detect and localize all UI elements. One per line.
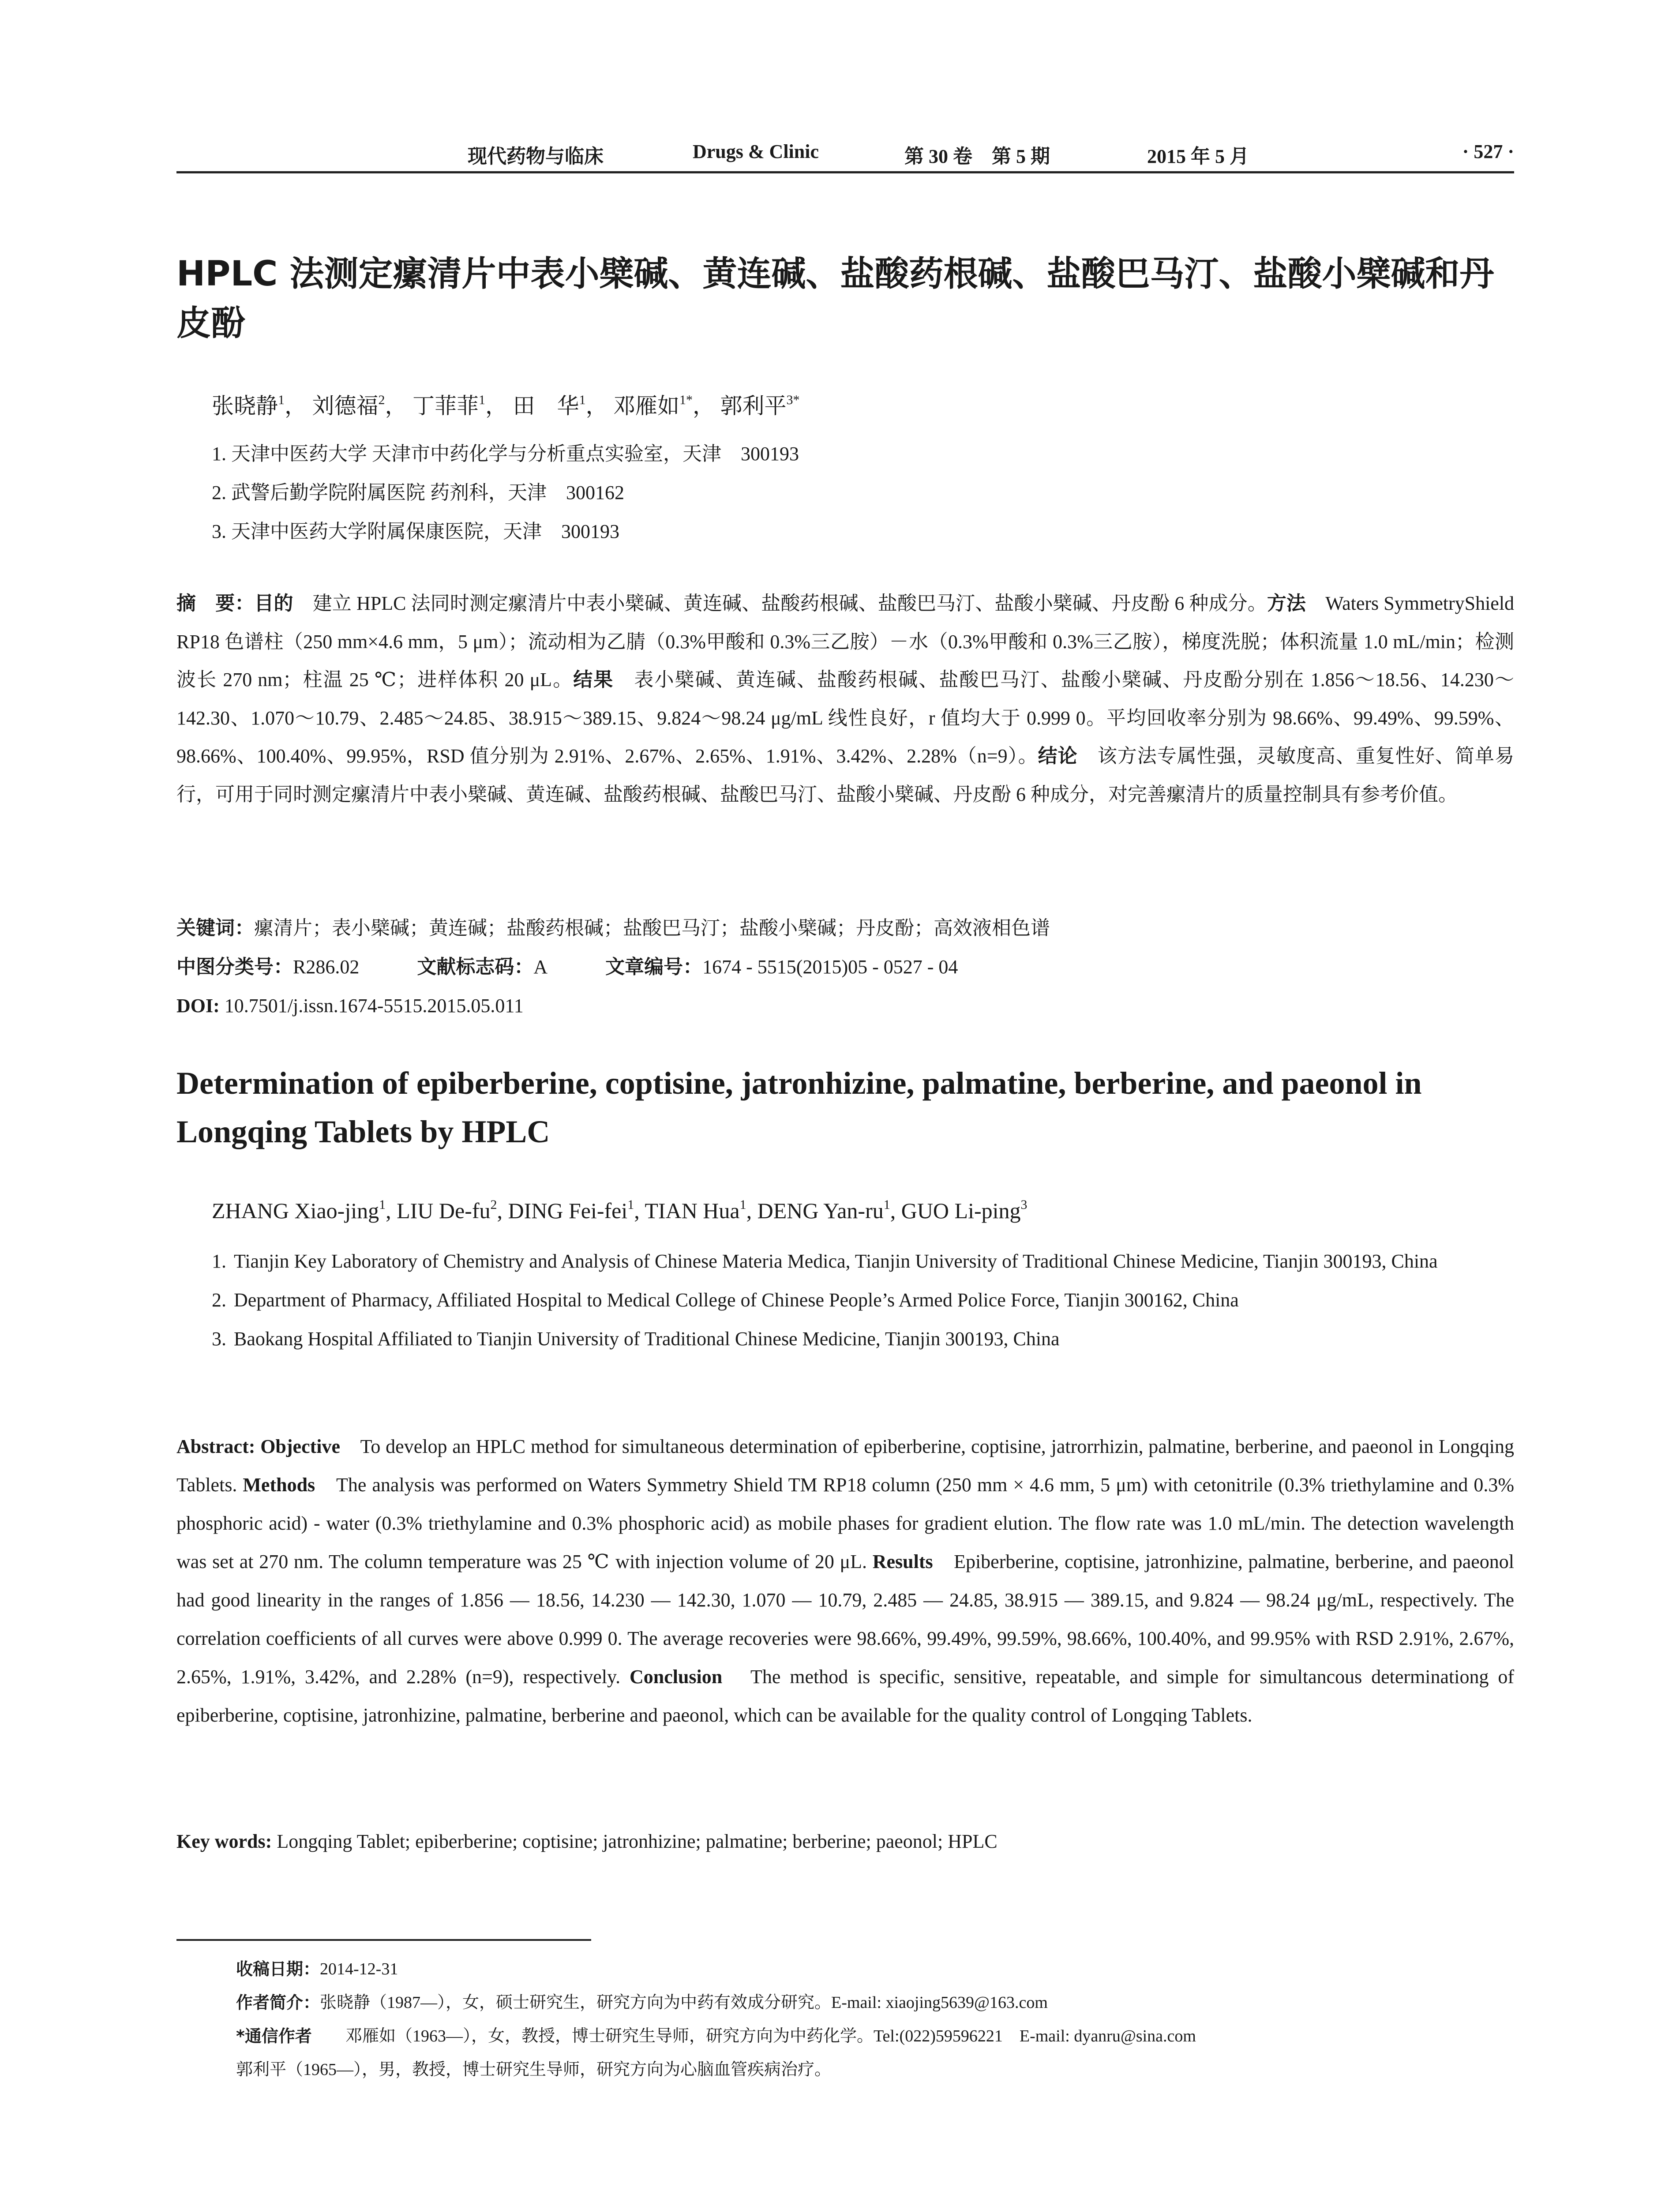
corresponding-label: *通信作者 [236, 2026, 312, 2046]
author-affil-mark: 1 [579, 393, 586, 407]
methods-label: 方法 [1267, 592, 1306, 615]
results-text: 表小檗碱、黄连碱、盐酸药根碱、盐酸巴马汀、盐酸小檗碱、丹皮酚分别在 1.856～18.56、14.230～142.30、1.070～10.79、2.485～24.85、38.915～389.15、9.824～98.24 μg/mL 线性良好，r 值均大于 0.999 0。平均回收率分别为 98.66%、99.49%、99.59%、98.66%、100.40%、99.95%，RSD 值分别为 2.91%、2.67%、2.65%、1.91%、3.42%、2.28%（n=9）。 [176, 669, 1514, 767]
chinese-affiliations [212, 435, 799, 551]
english-abstract [176, 1427, 1514, 1734]
paper-page [176, 0, 1514, 2206]
journal-name-cn: 现代药物与临床 [468, 146, 604, 167]
keywords-row [176, 909, 1514, 948]
journal-name-en: Drugs & Clinic [693, 141, 819, 162]
affiliation [212, 1242, 1514, 1281]
author-affil-mark: 2 [378, 393, 385, 407]
running-header [176, 140, 1514, 173]
keywords-label: Key words: [176, 1831, 272, 1852]
english-author-list: ZHANG Xiao-jing$^1$, LIU $De-fu^2$, DING Fei-fei$^1$, TIAN Hua$^1$, DENG Yan-$ru^1$, GUO Li-ping$^3$ [212, 1197, 1028, 1223]
doc-code-value: A [533, 956, 548, 978]
objective-label: 目的 [254, 592, 293, 615]
article-no-label: 文章编号： [605, 956, 703, 978]
conclusion-label: 结论 [1038, 745, 1078, 767]
author-name: ZHANG Xiao-jing [212, 1198, 379, 1223]
footnote-divider [176, 1939, 591, 1941]
received-value: 2014-12-31 [320, 1960, 398, 1978]
received-label: 收稿日期： [236, 1959, 320, 1979]
corresponding-author-note [236, 2019, 1514, 2053]
author-affil-mark: 1 [739, 1197, 746, 1212]
affiliation-text: Baokang Hospital Affiliated to Tianjin University of Traditional Chinese Medicine, Tianjin 300193, China [234, 1328, 1060, 1350]
clc-value: R286.02 [293, 956, 360, 978]
affiliation-number: 3. [212, 1328, 226, 1350]
author-affil-mark: 3* [786, 393, 800, 407]
issue-date: 2015 年 5 月 [1147, 146, 1249, 167]
affiliation: 1. 天津中医药大学 天津市中药化学与分析重点实验室，天津 300193 [212, 443, 799, 465]
article-no-value: 1674 - 5515(2015)05 - 0527 - 04 [702, 956, 958, 978]
methods-text: The analysis was performed on Waters Symmetry Shield TM RP18 column (250 mm × 4.6 mm, 5 μm) with cetonitrile (0.3% triethylamine and 0.3% phosphoric acid) - water (0.3% triethylamine and 0.3% phosphoric acid) as mobile phases for gradient elution. The flow rate was 1.0 mL/min. The detection wavelength was set at 270 nm. The column temperature was 25 ℃ with injection volume of 20 μL. [176, 1474, 1515, 1572]
objective-text: To develop an HPLC method for simultaneous determination of epiberberine, coptisine, jatrorrhizin, palmatine, berberine, and paeonol in Longqing Tablets. [176, 1436, 1514, 1496]
author-name: 丁菲菲 [412, 394, 479, 418]
abstract-label: Abstract: [176, 1436, 255, 1457]
results-label: 结果 [573, 668, 614, 691]
results-text: Epiberberine, coptisine, jatronhizine, palmatine, berberine, and paeonol had good linearity in the ranges of 1.856 — 18.56, 14.230 — 142.30, 1.070 — 10.79, 2.485 — 24.85, 38.915 — 389.15, and 9.824 — 98.24 μg/mL, respectively. The correlation coefficients of all curves were above 0.999 0. The average recoveries were 98.66%, 99.49%, 99.59%, 98.66%, 100.40%, and 99.95% with RSD 2.91%, 2.67%, 2.65%, 1.91%, 3.42%, and 2.28% (n=9), respectively. [176, 1551, 1514, 1688]
conclusion-text: 该方法专属性强，灵敏度高、重复性好、简单易行，可用于同时测定瘰清片中表小檗碱、黄连碱、盐酸药根碱、盐酸巴马汀、盐酸小檗碱、丹皮酚 6 种成分，对完善瘰清片的质量控制具有参考价值。 [176, 745, 1515, 805]
classification-row [176, 948, 1514, 987]
author-affil-mark: 1 [479, 393, 485, 407]
author-affil-mark: 3 [1020, 1197, 1028, 1212]
chinese-title: HPLC 法测定瘰清片中表小檗碱、黄连碱、盐酸药根碱、盐酸巴马汀、盐酸小檗碱和丹皮酚 [176, 254, 1494, 343]
author-affil-mark: 1 [627, 1197, 634, 1212]
author-name: GUO Li-ping [901, 1198, 1021, 1223]
corresponding-text: 郭利平（1965—），男，教授，博士研究生导师，研究方向为心脑血管疾病治疗。 [236, 2060, 832, 2079]
abstract-label: 摘 要： [176, 592, 255, 615]
author-name: TIAN Hua [645, 1198, 740, 1223]
conclusion-label: Conclusion [629, 1666, 723, 1688]
objective-text: 建立 HPLC 法同时测定瘰清片中表小檗碱、黄连碱、盐酸药根碱、盐酸巴马汀、盐酸小檗碱、丹皮酚 6 种成分。 [293, 593, 1267, 614]
chinese-author-list: 张晓静$^1$， 刘德福$^2$， 丁菲菲$^1$， 田 华$^1$， 邓雁如$^{1*}$， 郭利平$^{3*}$ [212, 393, 800, 418]
keywords-label: 关键词： [176, 917, 254, 939]
author-name: LIU De-fu [397, 1198, 491, 1223]
methods-text: Waters SymmetryShield RP18 色谱柱（250 mm×4.6 mm，5 μm）；流动相为乙腈（0.3%甲酸和 0.3%三乙胺）－水（0.3%甲酸和 0.3%三乙胺），梯度洗脱；体积流量 1.0 mL/min；检测波长 270 nm；柱温 25 ℃；进样体积 20 μL。 [176, 593, 1515, 690]
author-bio-label: 作者简介： [236, 1993, 320, 2012]
received-date-note [236, 1952, 1514, 1986]
doi-label: DOI: [176, 995, 220, 1017]
author-name: 田 华 [513, 394, 579, 418]
affiliation: 2. 武警后勤学院附属医院 药剂科，天津 300162 [212, 482, 624, 503]
keywords-text: 瘰清片；表小檗碱；黄连碱；盐酸药根碱；盐酸巴马汀；盐酸小檗碱；丹皮酚；高效液相色谱 [254, 917, 1050, 939]
english-title: Determination of epiberberine, coptisine, jatronhizine, palmatine, berberine, and paeonol in Longqing Tablets by HPLC [176, 1065, 1422, 1149]
author-name: DENG Yan-ru [757, 1198, 884, 1223]
corresponding-author-note [236, 2053, 1514, 2086]
chinese-metadata [176, 909, 1514, 1025]
author-name: 刘德福 [312, 394, 379, 418]
affiliation-text: Tianjin Key Laboratory of Chemistry and Analysis of Chinese Materia Medica, Tianjin University of Traditional Chinese Medicine, Tianjin 300193, China [234, 1250, 1438, 1272]
author-bio-text: 张晓静（1987—），女，硕士研究生，研究方向为中药有效成分研究。E-mail: xiaojing5639@163.com [320, 1993, 1048, 2012]
clc-label: 中图分类号： [176, 956, 293, 978]
affiliation [212, 1320, 1514, 1358]
doi-row [176, 987, 1514, 1025]
conclusion-text: The method is specific, sensitive, repeatable, and simple for simultancous determinationg of epiberberine, coptisine, jatronhizine, palmatine, berberine and paeonol, which can be available for the quality control of Longqing Tablets. [176, 1666, 1515, 1726]
doc-code-label: 文献标志码： [417, 956, 534, 978]
keywords-text: Longqing Tablet; epiberberine; coptisine; jatronhizine; palmatine; berberine; paeonol; HPLC [277, 1831, 998, 1852]
author-bio-note [236, 1986, 1514, 2019]
affiliation-text: Department of Pharmacy, Affiliated Hospital to Medical College of Chinese People’s Armed Police Force, Tianjin 300162, China [234, 1289, 1239, 1311]
author-name: 张晓静 [212, 394, 278, 418]
author-name: DING Fei-fei [508, 1198, 628, 1223]
objective-label: Objective [260, 1436, 340, 1457]
author-name: 邓雁如 [613, 394, 679, 418]
author-affil-mark: 2 [490, 1197, 497, 1212]
volume-issue: 第 30 卷 第 5 期 [904, 146, 1050, 167]
author-affil-mark: 1* [679, 393, 693, 407]
page-number: · 527 · [1462, 141, 1514, 162]
footnotes [236, 1952, 1514, 2086]
corresponding-text: 邓雁如（1963—），女，教授，博士研究生导师，研究方向为中药化学。Tel:(022)59596221 E-mail: dyanru@sina.com [345, 2027, 1196, 2045]
english-keywords [176, 1822, 1514, 1861]
chinese-abstract [176, 585, 1514, 814]
affiliation [212, 1281, 1514, 1320]
affiliation-number: 1. [212, 1250, 226, 1272]
author-name: 郭利平 [720, 394, 787, 418]
author-affil-mark: 1 [883, 1197, 890, 1212]
author-affil-mark: 1 [278, 393, 285, 407]
methods-label: Methods [243, 1474, 315, 1496]
doi-value: 10.7501/j.issn.1674-5515.2015.05.011 [224, 995, 524, 1017]
english-affiliations [212, 1242, 1514, 1358]
results-label: Results [872, 1551, 933, 1572]
affiliation: 3. 天津中医药大学附属保康医院，天津 300193 [212, 521, 619, 542]
affiliation-number: 2. [212, 1289, 226, 1311]
author-affil-mark: 1 [379, 1197, 386, 1212]
